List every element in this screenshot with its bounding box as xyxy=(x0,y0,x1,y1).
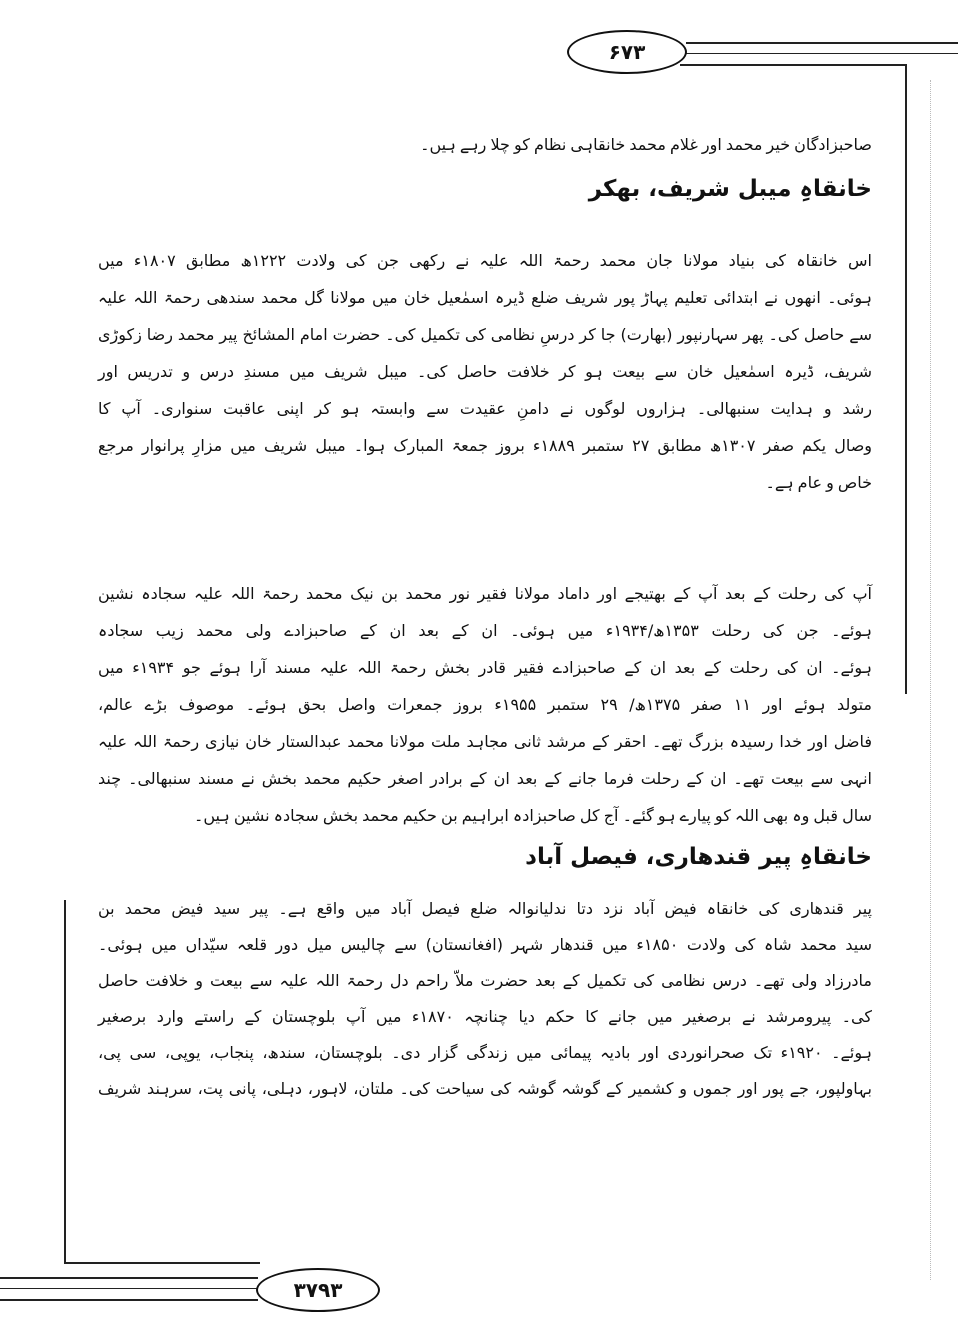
text-line: بہاولپور، جے پور اور جموں و کشمیر کے گوشہ گوشہ کی سیاحت کی۔ ملتان، لاہور، دہلی، پانی پت، سرہند شریف xyxy=(98,1079,872,1098)
frame-line xyxy=(905,64,907,694)
text-line: سے حاصل کی۔ پھر سہارنپور (بھارت) جا کر درسِ نظامی کی تکمیل کی۔ حضرت امام المشائخ پیر محمد رضا زکوڑی xyxy=(98,325,872,344)
frame-line xyxy=(64,900,66,1262)
text-line: رشد و ہدایت سنبھالی۔ ہزاروں لوگوں نے دامنِ عقیدت سے وابستہ ہو کر اپنی عاقبت سنواری۔ آپ کا xyxy=(98,399,872,418)
text-line: ہوئی۔ انھوں نے ابتدائی تعلیم پہاڑ پور شریف ضلع ڈیرہ اسمٰعیل خان میں مولانا گل محمد سندھی رحمۃ اللہ علیہ xyxy=(98,288,873,307)
frame-line xyxy=(0,1288,258,1289)
text-line: خاص و عام ہے۔ xyxy=(765,473,872,492)
text-line: اس خانقاہ کی بنیاد مولانا جان محمد رحمۃ اللہ علیہ نے رکھی جن کی ولادت ۱۲۲۲ھ مطابق ۱۸۰۷ء میں xyxy=(98,251,873,270)
text-line: ہوئے۔ ان کی رحلت کے بعد ان کے صاحبزادے فقیر قادر بخش رحمۃ اللہ علیہ مسند آرا ہوئے جو ۱۹۳۴ء میں xyxy=(98,658,872,677)
frame-line xyxy=(64,1262,260,1264)
frame-line xyxy=(930,80,931,1280)
page-number-top: ۶۷۳ xyxy=(567,30,687,74)
section-heading-qandhari: خانقاہِ پیر قندھاری، فیصل آباد xyxy=(525,844,872,870)
frame-line xyxy=(686,53,958,54)
frame-line xyxy=(0,1277,258,1279)
frame-line xyxy=(680,64,906,66)
text-line: کی۔ پیرومرشد نے برصغیر میں جانے کا حکم دیا چنانچہ ۱۸۷۰ء میں آپ بلوچستان کے راستے وارد برصغیر xyxy=(98,1007,872,1026)
text-line: ہوئے۔ جن کی رحلت ۱۳۵۳ھ/۱۹۳۴ء میں ہوئی۔ ان کے بعد ان کے صاحبزادے ولی محمد زیب سجادہ xyxy=(98,621,872,640)
text-line: پیر قندھاری کی خانقاہ فیض آباد نزد دتا ندلیانوالہ ضلع فیصل آباد میں واقع ہے۔ پیر سید فیض محمد بن xyxy=(98,899,872,918)
text-line: آپ کی رحلت کے بعد آپ کے بھتیجے اور داماد مولانا فقیر نور محمد بن نیک محمد رحمۃ اللہ علیہ سجادہ نشین xyxy=(98,584,872,603)
page-number-bottom: ۳۷۹۳ xyxy=(256,1268,380,1312)
intro-line: صاحبزادگان خیر محمد اور غلام محمد خانقاہی نظام کو چلا رہے ہیں۔ xyxy=(420,135,872,154)
text-line: ہوئے۔ ۱۹۲۰ء تک صحرانوردی اور بادیہ پیمائی میں زندگی گزار دی۔ بلوچستان، سندھ، پنجاب، یوپی، سی پی، xyxy=(98,1043,872,1062)
text-line: متولد ہوئے اور ۱۱ صفر ۱۳۷۵ھ/ ۲۹ ستمبر ۱۹۵۵ء بروز جمعرات واصل بحق ہوئے۔ موصوف بڑے عالم، xyxy=(98,695,872,714)
text-line: مادرزاد ولی تھے۔ درس نظامی کی تکمیل کے بعد حضرت ملاّ راحم دل رحمۃ اللہ علیہ سے بیعت و خلافت حاصل xyxy=(98,971,872,990)
frame-line xyxy=(686,42,958,44)
text-line: سید محمد شاہ کی ولادت ۱۸۵۰ء میں قندھار شہر (افغانستان) سے چالیس میل دور قلعہ سیّداں میں ہوئی۔ xyxy=(98,935,872,954)
text-line: انہی سے بیعت تھے۔ ان کے رحلت فرما جانے کے بعد ان کے برادر اصغر حکیم محمد بخش نے مسند سنبھالی۔ چند xyxy=(98,769,873,788)
frame-line xyxy=(0,1299,258,1301)
text-line: فاضل اور خدا رسیدہ بزرگ تھے۔ احقر کے مرشد ثانی مجاہد ملت مولانا محمد عبدالستار خان نیازی رحمۃ اللہ علیہ xyxy=(98,732,872,751)
section-heading-mebal: خانقاہِ میبل شریف، بھکر xyxy=(588,176,872,202)
text-line: سال قبل وہ بھی اللہ کو پیارے ہو گئے۔ آج کل صاحبزادہ ابراہیم بن حکیم محمد بخش سجادہ نشین ہیں۔ xyxy=(193,806,872,825)
text-line: شریف، ڈیرہ اسمٰعیل خان سے بیعت ہو کر خلافت حاصل کی۔ میبل شریف میں مسندِ درس و تدریس اور xyxy=(98,362,872,381)
text-line: وصال یکم صفر ۱۳۰۷ھ مطابق ۲۷ ستمبر ۱۸۸۹ء بروز جمعۃ المبارک ہوا۔ میبل شریف میں مزارِ پرانوار مرجع xyxy=(98,436,873,455)
